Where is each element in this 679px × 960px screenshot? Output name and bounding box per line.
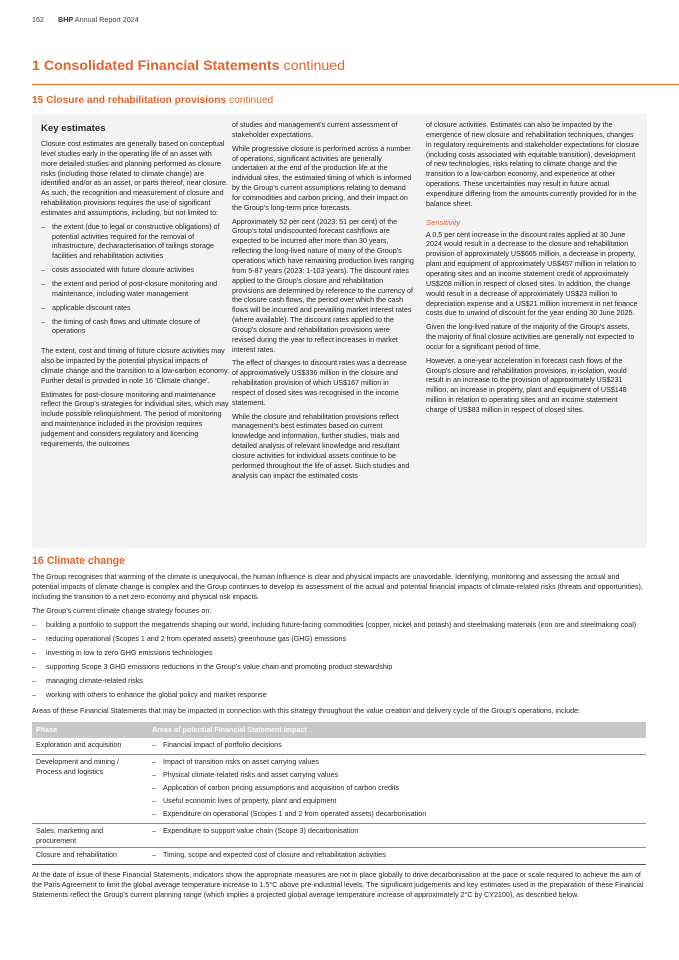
- section-16-title: 16 Climate change: [32, 555, 126, 567]
- section-16-body: [32, 572, 646, 904]
- strategy-list: [32, 620, 646, 700]
- key-estimates-column-1: [41, 120, 229, 454]
- list-item: – supporting Scope 3 GHG emissions reductions in the Group’s value chain and promoting product stewardship: [32, 662, 646, 672]
- impact-cell: [148, 824, 646, 848]
- paragraph: The extent, cost and timing of future closure activities may also be impacted by the potential physical impacts of climate change and the transition to a low-carbon economy. Further detail is provided in note 16 ‘Climate change’.: [41, 347, 230, 385]
- table-header-row: [32, 722, 646, 738]
- list-item: – investing in low to zero GHG emissions technologies: [32, 648, 646, 658]
- brand-name: BHP: [58, 15, 74, 24]
- column-header-impact: Areas of potential Financial Statement impact: [148, 722, 646, 738]
- key-estimates-column-3: [426, 121, 640, 420]
- paragraph: Areas of these Financial Statements that may be impacted in connection with this strategy throughout the value creation and delivery cycle of the Group’s operations, include:: [32, 707, 581, 715]
- impact-item: – Impact of transition risks on asset carrying values: [152, 757, 642, 767]
- paragraph: However, a one-year acceleration in forecast cash flows of the Group’s closure and rehabilitation provisions, in isolation, would result in an increase to the provision of approximately US$231 million, an increase in property, plant and equipment of US$148 million in relation to operating sites and an income statement charge of US$83 million in respect of closed sites.: [426, 356, 627, 414]
- estimates-list: [41, 223, 229, 337]
- list-item: – the extent and period of post-closure monitoring and maintenance, including water management: [41, 280, 229, 300]
- key-estimates-title: Key estimates: [41, 123, 106, 134]
- paragraph: While progressive closure is performed across a number of operations, significant activities are generally undertaken at the end of the production life at the individual sites, the estimated timing of which is informed by the Group’s current assumptions relating to demand for commodities and carbon pricing, and their impact on the Group’s long-term price forecasts.: [232, 144, 412, 212]
- paragraph: Approximately 52 per cent (2023: 51 per cent) of the Group’s total undiscounted forecast cashflows are expected to be incurred after more than 30 years, reflecting the long-lived nature of many of the Group’s operations which have remaining production lives ranging from 5-87 years (2023: 1-103 years). The discount rates applied to the Group’s closure and rehabilitation provisions are determined by reference to the currency of the closure cash flows, the period over which the cash flows will be incurred and prevailing market interest rates (where available). The discount rates applied to the Group’s closure and rehabilitation provisions were revised during the year to reflect increases in market interest rates.: [232, 217, 414, 354]
- column-header-phase: Phase: [32, 722, 148, 738]
- paragraph: At the date of issue of these Financial Statements, indicators show the appropriate measures are not in place globally to drive decarbonisation at the pace or scale required to achieve the aim of the Paris Agreement to limit the global average temperature increase to 1.5°C above pre-industrial levels. The significant judgements and key estimates used in the preparation of these Financial Statements reflect the Group’s current planning range (which implies a projected global average temperature increase of approximately 2°C by CY2100), as described below.: [32, 871, 644, 899]
- title-divider: [32, 84, 679, 85]
- table-row: [32, 848, 646, 865]
- impact-item: – Timing, scope and expected cost of closure and rehabilitation activities: [152, 850, 642, 860]
- page-header: [32, 15, 139, 24]
- list-item: – managing climate-related risks: [32, 676, 646, 686]
- phase-cell: Development and mining / Process and logistics: [32, 755, 148, 824]
- sensitivity-heading: Sensitivity: [426, 217, 461, 227]
- paragraph: A 0.5 per cent increase in the discount rates applied at 30 June 2024 would result in a decrease to the closure and rehabilitation provision of approximately US$665 million, a decrease in property, plant and equipment of approximately US$457 million in relation to operating sites and an income statement credit of approximately US$208 million in respect of closed sites. In addition, the change would result in a decrease of approximately US$23 million to depreciation expense and a US$21 million increment in net finance costs due to unwind of discount for the year ending 30 June 2025.: [426, 230, 638, 318]
- section-15-title: 15 Closure and rehabilitation provisions: [32, 95, 227, 106]
- section-15-heading: [32, 95, 273, 106]
- impact-item: – Expenditure to support value chain (Scope 3) decarbonisation: [152, 826, 642, 836]
- paragraph: The Group recognises that warming of the climate is unequivocal, the human influence is clear and physical impacts are unavoidable. Identifying, monitoring and assessing the actual and potential impacts of climate change is complex and the Group continues to develop its assessment of the actual and potential financial impacts of climate-related risks (threats and opportunities), including the transition to a net zero economy and physical risk impacts.: [32, 573, 643, 601]
- page-title-text: 1 Consolidated Financial Statements: [32, 58, 280, 74]
- impact-item: – Useful economic lives of property, plant and equipment: [152, 796, 642, 806]
- paragraph: Closure cost estimates are generally based on conceptual level studies early in the operating life of an asset with more detailed studies and planning performed as closure risks (including those related to climate change) are identified and/or as an asset, or parts thereof, near closure. As such, the recognition and measurement of closure and rehabilitation provisions requires the use of significant estimates and assumptions, including, but not limited to:: [41, 140, 228, 217]
- impact-item: – Application of carbon pricing assumptions and acquisition of carbon credits: [152, 783, 642, 793]
- key-estimates-column-2: [232, 121, 414, 486]
- page-title-continued: continued: [283, 58, 346, 74]
- list-item: – costs associated with future closure activities: [41, 266, 229, 276]
- page-number: 162: [32, 15, 44, 24]
- paragraph: Given the long-lived nature of the majority of the Group’s assets, the majority of final closure activities are generally not expected to occur for a significant period of time.: [426, 323, 635, 351]
- key-estimates-box: [32, 114, 647, 548]
- impact-item: – Financial impact of portfolio decisions: [152, 740, 642, 750]
- list-item: – reducing operational (Scopes 1 and 2 from operated assets) greenhouse gas (GHG) emissions: [32, 634, 646, 644]
- impact-cell: [148, 738, 646, 755]
- list-item: – working with others to enhance the global policy and market response: [32, 690, 646, 700]
- phase-cell: Exploration and acquisition: [32, 738, 148, 755]
- list-item: – building a portfolio to support the megatrends shaping our world, including future-facing commodities (copper, nickel and potash) and steelmaking materials (iron ore and steelmaking coal): [32, 620, 646, 630]
- list-item: – applicable discount rates: [41, 304, 229, 314]
- list-item: – the extent (due to legal or constructive obligations) of potential activities required for the removal of infrastructure, decharacterisation of tailings storage facilities and rehabilitation activities: [41, 223, 229, 262]
- paragraph: While the closure and rehabilitation provisions reflect management’s best estimates based on current knowledge and information, further studies, trials and detailed analysis of relevant knowledge and resultant closure activities for individual assets continue to be performed throughout the life of asset. Such studies and analysis can impact the estimated costs: [232, 412, 410, 480]
- impact-item: – Expenditure on operational (Scopes 1 and 2 from operated assets) decarbonisation: [152, 809, 642, 819]
- paragraph: Estimates for post-closure monitoring and maintenance reflect the Group’s strategies for individual sites, which may include possible relinquishment. The period of monitoring and maintenance included in the provision requires judgement and considers regulatory and licencing requirements, the outcomes: [41, 390, 229, 448]
- impact-table: [32, 722, 646, 865]
- impact-cell: [148, 848, 646, 865]
- table-row: [32, 824, 646, 848]
- paragraph: of studies and management’s current assessment of stakeholder expectations.: [232, 121, 398, 139]
- phase-cell: Closure and rehabilitation: [32, 848, 148, 865]
- section-15-continued: continued: [229, 95, 274, 106]
- impact-cell: [148, 755, 646, 824]
- list-item: – the timing of cash flows and ultimate closure of operations: [41, 318, 229, 338]
- table-row: [32, 738, 646, 755]
- paragraph: of closure activities. Estimates can also be impacted by the emergence of new closure and rehabilitation techniques, changes in regulatory requirements and stakeholder expectations for closure (including costs associated with equitable transition), development of new technologies, risks relating to climate change and the transition to a low-carbon economy, and experience at other operations. These uncertainties may result in future actual expenditure differing from the amounts currently provided for in the balance sheet.: [426, 121, 640, 208]
- paragraph: The Group’s current climate change strategy focuses on:: [32, 607, 212, 615]
- phase-cell: Sales, marketing and procurement: [32, 824, 148, 848]
- page-title: [32, 58, 345, 74]
- paragraph: The effect of changes to discount rates was a decrease of approximatively US$336 million in the closure and rehabilitation provision of which US$167 million in respect of closed sites was recognised in the income statement.: [232, 359, 407, 407]
- impact-item: – Physical climate-related risks and asset carrying values: [152, 770, 642, 780]
- table-row: [32, 755, 646, 824]
- report-title: Annual Report 2024: [74, 15, 139, 24]
